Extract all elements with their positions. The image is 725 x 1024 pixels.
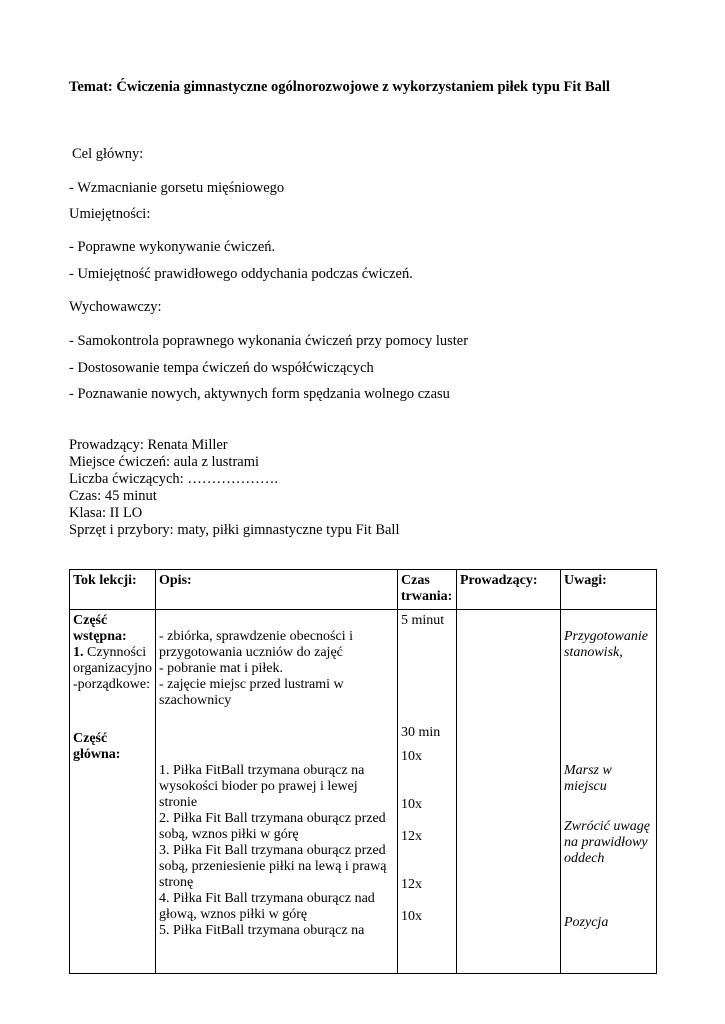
skills-heading: Umiejętności: [69,206,151,222]
header-czas [398,570,457,610]
opis-line: głową, wznos piłki w górę [159,907,308,922]
opis-line: 2. Piłka Fit Ball trzymana oburącz przed [159,811,386,826]
lesson-table [69,569,657,974]
info-teacher: Prowadzący: Renata Miller [69,437,228,453]
edu-item: - Dostosowanie tempa ćwiczeń do współćwiczących [69,360,374,376]
opis-line: 1. Piłka FitBall trzymana oburącz na [159,763,365,778]
info-class: Klasa: II LO [69,505,143,521]
spacer [401,813,453,829]
table-row [70,610,657,974]
opis-line: - pobranie mat i piłek. [159,661,284,676]
uwagi-line: stanowisk, [564,645,623,660]
goal-heading: Cel główny: [72,146,144,162]
opis-line: - zbiórka, sprawdzenie obecności i [159,629,353,644]
czas-value: 5 minut [401,613,445,628]
opis-line: stronę [159,875,194,890]
header-tok: Tok lekcji: [70,570,156,610]
spacer [564,661,653,763]
header-czas-line2: trwania: [401,589,453,604]
opis-line: szachownicy [159,693,232,708]
spacer [159,613,394,629]
uwagi-line: miejscu [564,779,607,794]
part-label: wstępna: [73,629,127,644]
opis-line: - zajęcie miejsc przed lustrami w [159,677,344,692]
uwagi-line: na prawidłowy [564,835,648,850]
spacer [159,709,394,763]
skills-item: - Poprawne wykonywanie ćwiczeń. [69,239,276,255]
spacer [401,741,453,749]
spacer [564,795,653,819]
skills-item: - Umiejętność prawidłowego oddychania podczas ćwiczeń. [69,266,413,282]
tok-cell [70,610,156,974]
opis-line: 3. Piłka Fit Ball trzymana oburącz przed [159,843,386,858]
spacer [401,765,453,797]
czas-value: 30 min [401,725,441,740]
uwagi-line: oddech [564,851,605,866]
opis-line: sobą, przeniesienie piłki na lewą i prawą [159,859,387,874]
part-label: Część [73,731,108,746]
spacer [564,867,653,915]
uwagi-line: Przygotowanie [564,629,648,644]
opis-line: sobą, wznos piłki w górę [159,827,299,842]
activity-text: Czynności [83,645,147,660]
prowadzacy-cell [457,610,561,974]
activity-label [73,645,152,661]
czas-value: 12x [401,877,422,892]
header-prowadzacy: Prowadzący: [457,570,561,610]
part-label: główna: [73,747,121,762]
edu-item: - Poznawanie nowych, aktywnych form spędzania wolnego czasu [69,386,450,402]
activity-number: 1. [73,645,84,660]
header-opis: Opis: [156,570,398,610]
table-header-row [70,570,657,610]
part-label: Część [73,613,108,628]
uwagi-line: Pozycja [564,915,609,930]
czas-value: 10x [401,909,422,924]
goal-item: - Wzmacnianie gorsetu mięśniowego [69,180,285,196]
opis-line: 4. Piłka Fit Ball trzymana oburącz nad [159,891,375,906]
czas-value: 10x [401,749,422,764]
uwagi-line: Zwrócić uwagę [564,819,650,834]
opis-line: stronie [159,795,198,810]
edu-item: - Samokontrola poprawnego wykonania ćwiczeń przy pomocy luster [69,333,469,349]
spacer [564,613,653,629]
info-place: Miejsce ćwiczeń: aula z lustrami [69,454,260,470]
czas-value: 12x [401,829,422,844]
info-equipment: Sprzęt i przybory: maty, piłki gimnastyczne typu Fit Ball [69,522,400,538]
czas-cell [398,610,457,974]
activity-label: organizacyjno [73,661,153,676]
opis-line: wysokości bioder po prawej i lewej [159,779,358,794]
document-title: Temat: Ćwiczenia gimnastyczne ogólnorozwojowe z wykorzystaniem piłek typu Fit Ball [69,79,610,95]
opis-cell [156,610,398,974]
uwagi-line: Marsz w [564,763,612,778]
spacer [401,629,453,725]
spacer [73,693,152,731]
uwagi-cell [561,610,657,974]
header-czas-line1: Czas [401,573,430,588]
edu-heading: Wychowawczy: [69,299,162,315]
spacer [401,893,453,909]
opis-line: przygotowania uczniów do zajęć [159,645,343,660]
activity-label: -porządkowe: [73,677,150,692]
spacer [401,845,453,877]
czas-value: 10x [401,797,422,812]
info-time: Czas: 45 minut [69,488,157,504]
info-count: Liczba ćwiczących: ………………. [69,471,278,487]
header-uwagi: Uwagi: [561,570,657,610]
opis-line: 5. Piłka FitBall trzymana oburącz na [159,923,365,938]
